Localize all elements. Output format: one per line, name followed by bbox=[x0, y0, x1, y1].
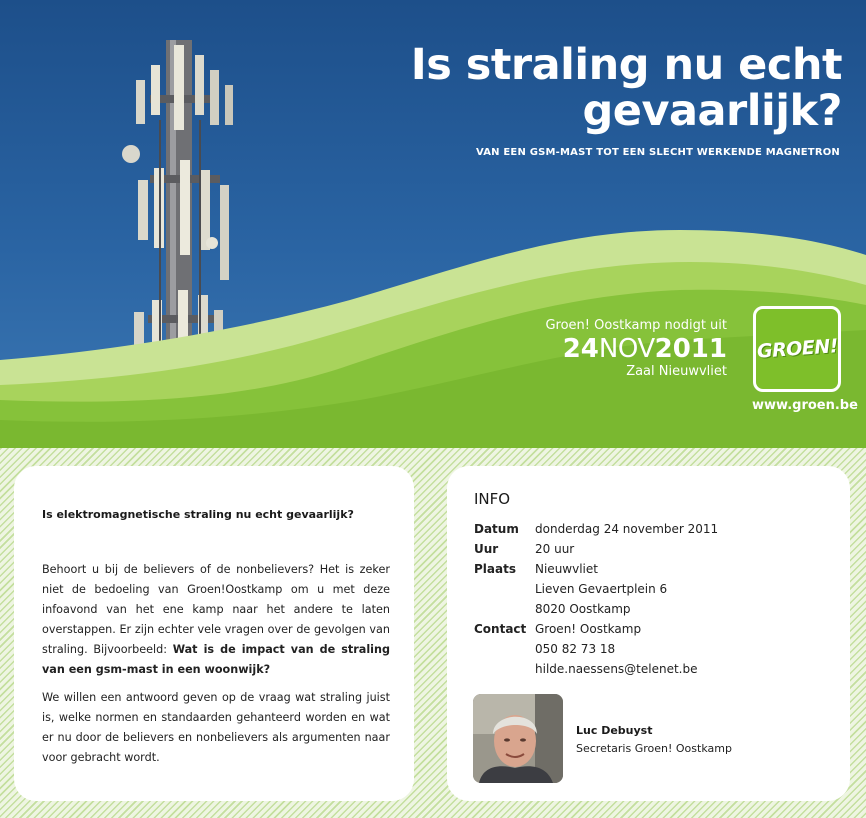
plaats-line-1: Nieuwvliet bbox=[535, 562, 598, 576]
page-title bbox=[322, 42, 842, 134]
uur-label: Uur bbox=[474, 542, 499, 556]
groen-logo bbox=[753, 306, 841, 392]
info-row-datum bbox=[474, 519, 718, 539]
article-question: Is elektromagnetische straling nu echt gevaarlijk? bbox=[42, 508, 354, 521]
contact-label: Contact bbox=[474, 622, 527, 636]
info-title: INFO bbox=[474, 490, 511, 508]
event-venue: Zaal Nieuwvliet bbox=[626, 364, 727, 379]
contact-email[interactable]: hilde.naessens@telenet.be bbox=[535, 662, 698, 676]
paragraph-1-text: Behoort u bij de believers of de nonbelievers? Het is zeker niet de bedoeling van Groen!Oostkamp om u met deze infoavond van het ene kamp naar het andere te laten overstappen. Er zijn echter vele vragen over de gevolgen van straling. Bijvoorbeeld: bbox=[42, 563, 390, 656]
info-row-plaats bbox=[474, 559, 718, 619]
plaats-line-2: Lieven Gevaertplein 6 bbox=[535, 582, 668, 596]
article-paragraph-1 bbox=[42, 560, 390, 680]
portrait-image bbox=[473, 694, 563, 783]
event-year: 2011 bbox=[654, 334, 727, 364]
datum-value: donderdag 24 november 2011 bbox=[535, 522, 719, 536]
datum-label: Datum bbox=[474, 522, 519, 536]
invite-intro: Groen! Oostkamp nodigt uit bbox=[545, 318, 727, 333]
website-link[interactable]: www.groen.be bbox=[752, 398, 858, 413]
logo-text: GROEN! bbox=[755, 335, 839, 363]
contact-value bbox=[535, 619, 698, 679]
plaats-label: Plaats bbox=[474, 562, 516, 576]
plaats-value bbox=[535, 559, 667, 619]
info-row-uur bbox=[474, 539, 718, 559]
invitation-block bbox=[545, 318, 727, 379]
uur-value: 20 uur bbox=[535, 542, 575, 556]
contact-photo bbox=[473, 694, 563, 783]
title-line-1: Is straling nu echt bbox=[410, 40, 842, 90]
title-line-2: gevaarlijk? bbox=[582, 86, 842, 136]
info-table bbox=[474, 519, 718, 679]
contact-person-name: Luc Debuyst bbox=[576, 724, 653, 737]
contact-person-role: Secretaris Groen! Oostkamp bbox=[576, 742, 732, 755]
article-paragraph-2: We willen een antwoord geven op de vraag wat straling juist is, welke normen en standaarden gehanteerd worden en wat er nu door de believers en nonbelievers als argumenten naar voor gebracht wordt. bbox=[42, 691, 390, 764]
event-month: NOV bbox=[598, 334, 655, 364]
page-subtitle: VAN EEN GSM-MAST TOT EEN SLECHT WERKENDE MAGNETRON bbox=[475, 147, 840, 158]
event-day: 24 bbox=[562, 334, 599, 364]
event-date bbox=[545, 334, 727, 364]
info-row-contact bbox=[474, 619, 718, 679]
contact-phone: 050 82 73 18 bbox=[535, 642, 616, 656]
plaats-line-3: 8020 Oostkamp bbox=[535, 602, 631, 616]
contact-line-1: Groen! Oostkamp bbox=[535, 622, 642, 636]
paragraph-1-bold: Wat is de impact van de straling van een gsm-mast in een woonwijk? bbox=[42, 643, 390, 676]
